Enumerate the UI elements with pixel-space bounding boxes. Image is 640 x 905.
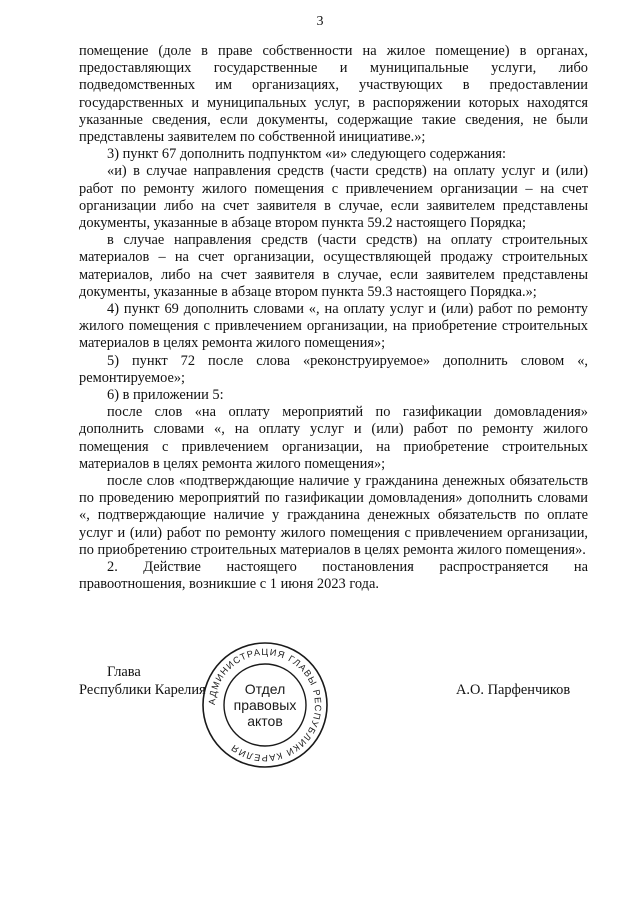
paragraph: 6) в приложении 5: — [107, 387, 224, 404]
paragraph: 4) пункт 69 дополнить словами «, на оплату услуг и (или) работ по ремонту жилого помещения с привлечением организации, на приобретение строительных материалов в целях ремонта жилого помещения»; — [79, 301, 588, 352]
paragraph: 2. Действие настоящего постановления распространяется на правоотношения, возникшие с 1 июня 2023 года. — [79, 559, 588, 593]
signature-title-line2: Республики Карелия — [79, 681, 206, 698]
paragraph: помещение (доле в праве собственности на жилое помещение) в органах, предоставляющих государственные и муниципальные услуги, либо подведомственных им организациях, участвующих в предоставлении государственных и муниципальных услуг, в распоряжении которых находятся указанные сведения, если документы, содержащие такие сведения, не были представлены заявителем по собственной инициативе.»; — [79, 43, 588, 146]
signature-title-line1: Глава — [107, 664, 141, 680]
paragraph: в случае направления средств (части средств) на оплату строительных материалов – на счет организации, осуществляющей продажу строительных материалов, либо на счет заявителя в случае, если заявителем представлены документы, указанные в абзаце втором пункта 59.3 настоящего Порядка.»; — [79, 232, 588, 300]
stamp-line3: актов — [247, 713, 283, 729]
paragraph: после слов «подтверждающие наличие у гражданина денежных обязательств по проведению мероприятий по газификации домовладения» дополнить словами «, подтверждающие наличие у гражданина денежных обязательств по оплате услуг и (или) работ по ремонту жилого помещения с привлечением организации, по приобретению строительных материалов в целях ремонта жилого помещения». — [79, 473, 588, 558]
legal-department-stamp — [200, 640, 330, 770]
paragraph: 5) пункт 72 после слова «реконструируемое» дополнить словом «, ремонтируемое»; — [79, 352, 588, 386]
stamp-line2: правовых — [233, 697, 297, 713]
paragraph: «и) в случае направления средств (части средств) на оплату услуг и (или) работ по ремонту жилого помещения с привлечением организации – на счет организации либо на счет заявителя в случае, если заявителем представлены документы, указанные в абзаце втором пункта 59.2 настоящего Порядка; — [79, 163, 588, 232]
stamp-outer-text: АДМИНИСТРАЦИЯ ГЛАВЫ РЕСПУБЛИКИ КАРЕЛИЯ — [206, 646, 324, 764]
page-number: 3 — [316, 14, 324, 29]
paragraph: 3) пункт 67 дополнить подпунктом «и» следующего содержания: — [107, 146, 506, 163]
document-body — [79, 43, 588, 594]
stamp-line1: Отдел — [244, 681, 286, 697]
signature-title — [79, 664, 206, 699]
paragraph: после слов «на оплату мероприятий по газификации домовладения» дополнить словами «, на оплату услуг и (или) работ по ремонту жилого помещения с привлечением организации, на приобретение строительных материалов в целях ремонта жилого помещения»; — [79, 404, 588, 472]
signer-name: А.О. Парфенчиков — [456, 682, 571, 698]
